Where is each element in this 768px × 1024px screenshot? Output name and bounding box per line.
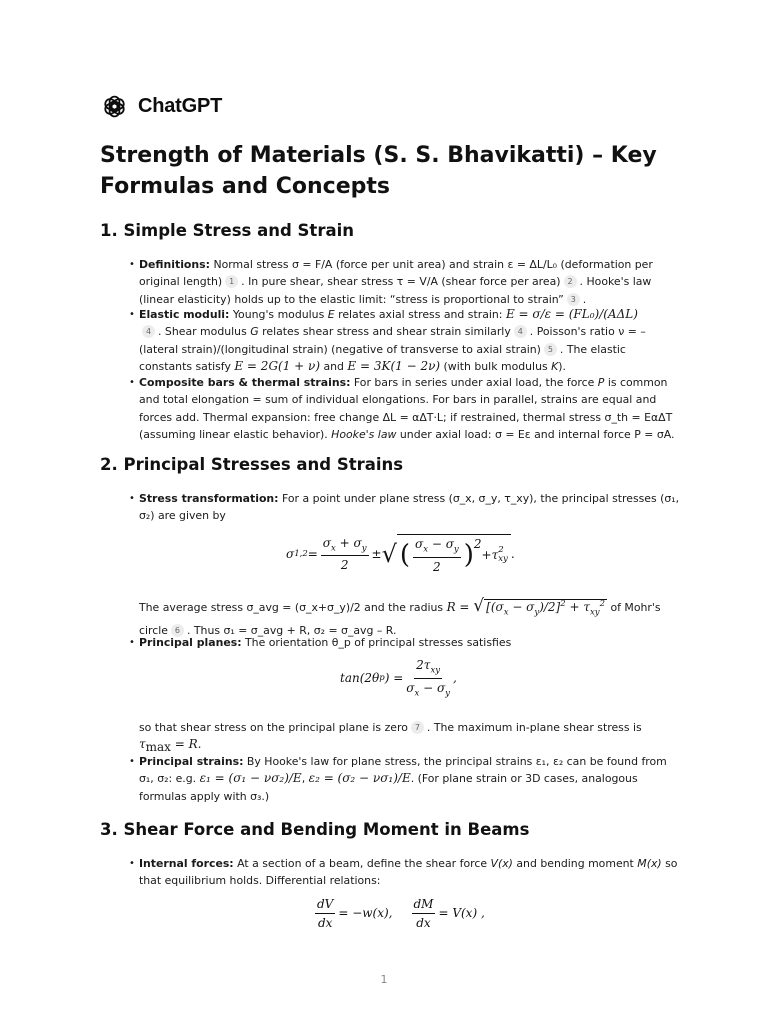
paren: ( bbox=[399, 540, 411, 571]
text: . Shear modulus bbox=[158, 325, 251, 339]
text: . (For plane strain or 3D cases, analogous bbox=[410, 772, 638, 786]
text: At a section of a beam, define the shear force bbox=[233, 857, 491, 870]
sqrt bbox=[382, 534, 511, 573]
text: . The maximum in-plane shear stress is bbox=[426, 721, 642, 734]
openai-logo-icon bbox=[101, 93, 128, 120]
equation-principal-stresses bbox=[286, 532, 515, 576]
math: σ bbox=[322, 535, 331, 550]
text: ). bbox=[558, 359, 566, 373]
text: M(x) bbox=[637, 857, 662, 870]
text: Young's modulus bbox=[229, 308, 328, 321]
inline-math: ε₂ = (σ₂ − νσ₁)/E bbox=[308, 771, 411, 786]
page-number: 1 bbox=[380, 973, 388, 986]
list-item-definitions bbox=[129, 256, 659, 308]
text: . Poisson's ratio ν = – bbox=[529, 325, 646, 339]
math: = R. bbox=[170, 737, 202, 752]
citation-badge[interactable]: 3 bbox=[567, 293, 580, 306]
list-item-elastic-moduli bbox=[129, 306, 659, 375]
item-label: Internal forces: bbox=[139, 857, 234, 870]
math: + τ bbox=[565, 600, 590, 614]
text: G bbox=[250, 325, 259, 339]
math: σ bbox=[445, 537, 454, 552]
text: relates axial stress and strain: bbox=[334, 308, 506, 321]
citation-badge[interactable]: 2 bbox=[564, 275, 577, 288]
item-label: Principal strains: bbox=[139, 755, 244, 768]
item-label: Definitions: bbox=[139, 258, 210, 271]
math: 2 bbox=[599, 599, 606, 609]
inline-math: E = σ/ε = (FL₀)/(AΔL) bbox=[505, 307, 638, 321]
math: . bbox=[510, 547, 515, 561]
list-item-principal-planes bbox=[129, 634, 659, 651]
fraction bbox=[315, 897, 335, 930]
text: (linear elasticity) holds up to the elastic limit: “stress is proportional to strain” bbox=[139, 292, 564, 306]
citation-badge[interactable]: 4 bbox=[142, 325, 155, 338]
text: so that shear stress on the principal plane is zero bbox=[139, 721, 408, 734]
text: Normal stress σ = F/A (force per unit area) and strain ε = ΔL/L₀ (deformation per bbox=[210, 258, 653, 271]
math: + bbox=[335, 535, 354, 550]
math: − σ bbox=[508, 600, 535, 614]
list-item-internal-forces bbox=[129, 855, 678, 890]
text: . The elastic bbox=[559, 342, 626, 356]
math: = −w(x), bbox=[338, 906, 393, 920]
text: is common bbox=[604, 376, 668, 389]
text: (assuming linear elastic behavior). bbox=[139, 427, 332, 441]
paragraph-max-shear bbox=[139, 719, 659, 757]
math: p bbox=[379, 673, 385, 683]
equation-beam-relations bbox=[312, 893, 485, 933]
math: , bbox=[452, 671, 457, 685]
text: that equilibrium holds. Differential relations: bbox=[139, 874, 381, 888]
text: Hooke's law bbox=[331, 427, 397, 441]
text: The orientation θ_p of principal stresses satisfies bbox=[241, 636, 512, 649]
math: + bbox=[481, 548, 492, 563]
math: = bbox=[307, 547, 318, 561]
math: [(σ bbox=[486, 600, 504, 614]
text: so bbox=[661, 857, 678, 870]
math: 2τ bbox=[416, 658, 431, 673]
math: τ bbox=[139, 737, 146, 752]
text: forces add. Thermal expansion: free change ΔL = αΔT·L; if restrained, thermal stress σ_th = EαΔT bbox=[139, 410, 673, 424]
fraction bbox=[412, 897, 436, 930]
math: τ bbox=[491, 548, 499, 563]
math: 2 bbox=[340, 558, 349, 573]
list-item-composite-bars bbox=[129, 374, 675, 443]
item-label: Elastic moduli: bbox=[139, 308, 230, 321]
list-item-principal-strains bbox=[129, 753, 667, 805]
math: dV bbox=[315, 897, 335, 914]
text: and bbox=[320, 359, 348, 373]
text: V(x) bbox=[490, 857, 513, 870]
text: For bars in series under axial load, the force bbox=[350, 376, 598, 389]
sqrt-sign: √ bbox=[473, 596, 485, 616]
inline-math: E = 3K(1 − 2ν) bbox=[347, 358, 441, 373]
math: xy bbox=[498, 554, 508, 565]
bullet: • bbox=[129, 259, 135, 270]
text: circle bbox=[139, 623, 168, 637]
text: and bending moment bbox=[512, 857, 638, 870]
bullet: • bbox=[129, 377, 135, 388]
text: under axial load: σ = Eε and internal force P = σA. bbox=[396, 427, 675, 441]
brand-name: ChatGPT bbox=[138, 95, 223, 117]
item-label: Composite bars & thermal strains: bbox=[139, 376, 351, 389]
citation-badge[interactable]: 1 bbox=[225, 275, 238, 288]
text: formulas apply with σ₃.) bbox=[139, 789, 270, 803]
brand-header bbox=[101, 93, 222, 120]
section-heading-1: 1. Simple Stress and Strain bbox=[100, 221, 354, 240]
math: y bbox=[445, 687, 450, 698]
citation-badge[interactable]: 6 bbox=[171, 624, 184, 637]
fraction bbox=[406, 658, 450, 698]
math: )/2] bbox=[539, 600, 561, 614]
text: . Hooke's law bbox=[579, 275, 652, 289]
paren: ) bbox=[463, 540, 474, 571]
math: dM bbox=[412, 897, 436, 914]
text: constants satisfy bbox=[139, 359, 235, 373]
text: original length) bbox=[139, 275, 223, 289]
inline-math: ε₁ = (σ₁ − νσ₂)/E bbox=[199, 771, 302, 786]
text: P bbox=[597, 376, 605, 389]
text: σ₂) are given by bbox=[139, 509, 226, 523]
math: x bbox=[414, 687, 420, 698]
text: . Thus σ₁ = σ_avg + R, σ₂ = σ_avg – R. bbox=[186, 623, 397, 637]
math: ) = bbox=[384, 671, 404, 685]
text: (with bulk modulus bbox=[440, 359, 552, 373]
text: E bbox=[327, 308, 335, 321]
math: x bbox=[423, 544, 429, 555]
math: max bbox=[145, 740, 171, 755]
math: σ bbox=[406, 680, 415, 695]
math: 2 bbox=[473, 537, 482, 552]
math: 2 bbox=[498, 545, 504, 556]
math: dx bbox=[317, 915, 333, 930]
math: 1,2 bbox=[294, 549, 308, 559]
math: tan(2θ bbox=[340, 671, 380, 685]
math: − σ bbox=[419, 680, 446, 695]
math: 2 bbox=[433, 559, 441, 574]
math: y bbox=[453, 544, 459, 555]
math: 2 bbox=[560, 599, 566, 609]
text: σ₁, σ₂: e.g. bbox=[139, 772, 200, 786]
text: . bbox=[582, 292, 587, 306]
bullet: • bbox=[129, 756, 135, 767]
text: relates shear stress and shear strain similarly bbox=[258, 325, 511, 339]
text: The average stress σ_avg = (σ_x+σ_y)/2 and the radius bbox=[139, 601, 447, 614]
section-heading-3: 3. Shear Force and Bending Moment in Beams bbox=[100, 820, 530, 839]
text: For a point under plane stress (σ_x, σ_y, τ_xy), the principal stresses (σ₁, bbox=[278, 492, 680, 505]
math: σ bbox=[415, 537, 424, 552]
fraction bbox=[321, 536, 369, 572]
math: = V(x) , bbox=[438, 906, 485, 920]
paragraph-average-stress bbox=[139, 596, 659, 639]
math: y bbox=[361, 543, 367, 554]
text: K bbox=[551, 359, 559, 373]
list-item-stress-transformation bbox=[129, 490, 680, 525]
text: (lateral strain)/(longitudinal strain) (negative of transverse to axial strain) bbox=[139, 342, 541, 356]
math: x bbox=[503, 607, 509, 618]
math: xy bbox=[430, 665, 441, 676]
text: and total elongation = sum of individual elongations. For bars in parallel, strains are equal and bbox=[139, 393, 657, 407]
bullet: • bbox=[129, 309, 135, 320]
bullet: • bbox=[129, 493, 135, 504]
math: xy bbox=[589, 607, 600, 618]
sqrt-sign: √ bbox=[381, 539, 397, 568]
text: of Mohr's bbox=[607, 601, 661, 614]
fraction bbox=[413, 537, 461, 573]
math: x bbox=[331, 543, 336, 554]
text: By Hooke's law for plane stress, the principal strains ε₁, ε₂ can be found from bbox=[243, 755, 667, 768]
text: , bbox=[301, 772, 309, 786]
bullet: • bbox=[129, 858, 135, 869]
math: y bbox=[534, 607, 540, 618]
citation-badge[interactable]: 7 bbox=[411, 721, 424, 734]
math: σ bbox=[286, 547, 295, 561]
math: R = bbox=[446, 600, 474, 614]
bullet: • bbox=[129, 637, 135, 648]
item-label: Principal planes: bbox=[139, 636, 242, 649]
math: σ bbox=[353, 535, 362, 550]
math: ± bbox=[371, 547, 382, 561]
section-heading-2: 2. Principal Stresses and Strains bbox=[100, 455, 404, 474]
math: − bbox=[428, 537, 446, 552]
document-title: Strength of Materials (S. S. Bhavikatti) – Key Formulas and Concepts bbox=[100, 143, 657, 199]
inline-math: E = 2G(1 + ν) bbox=[234, 358, 320, 373]
item-label: Stress transformation: bbox=[139, 492, 279, 505]
math: dx bbox=[416, 915, 431, 930]
citation-badge[interactable]: 4 bbox=[514, 325, 527, 338]
equation-principal-planes bbox=[340, 656, 457, 700]
citation-badge[interactable]: 5 bbox=[544, 343, 557, 356]
text: . In pure shear, shear stress τ = V/A (shear force per area) bbox=[241, 275, 561, 289]
